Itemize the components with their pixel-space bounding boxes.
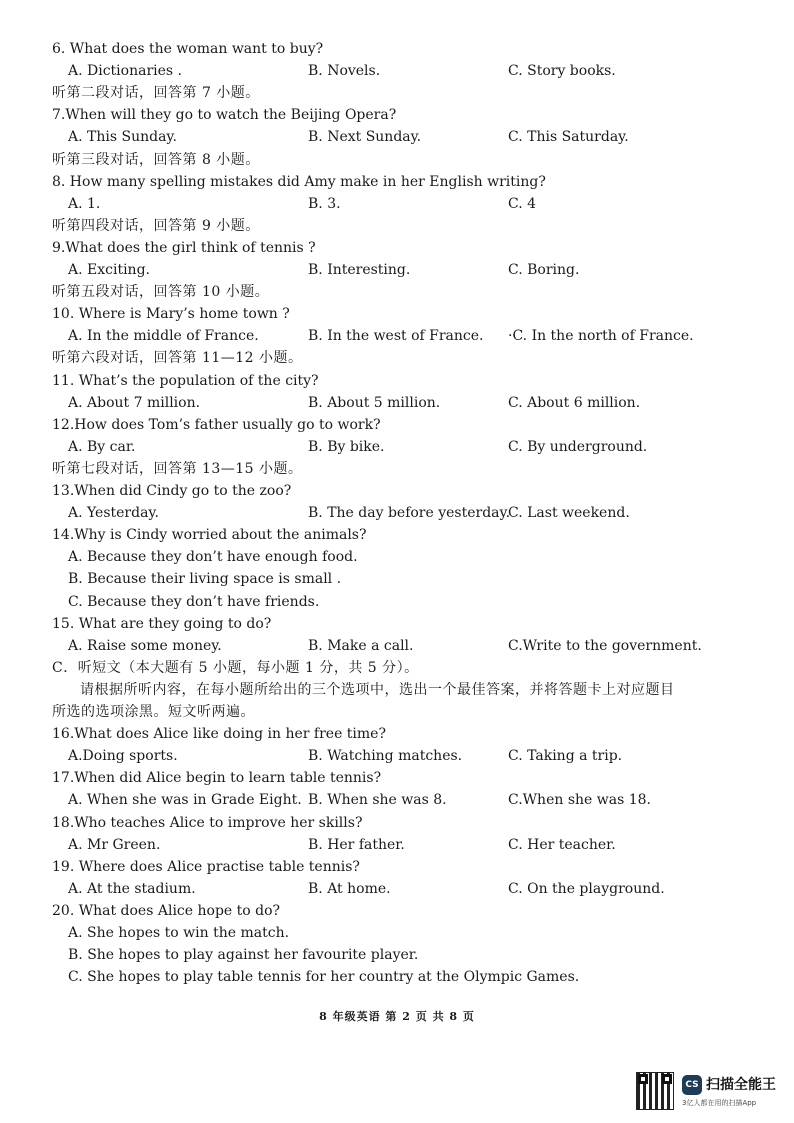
line-text: 7.When will they go to watch the Beijing Opera? [52, 107, 397, 124]
question [0, 524, 794, 546]
answer-option: C. This Saturday. [508, 129, 629, 146]
answer-option: A. This Sunday. [68, 129, 177, 146]
option-line [0, 568, 794, 590]
answer-option: A. By car. [68, 438, 136, 455]
line-text: 19. Where does Alice practise table tennis? [52, 858, 360, 875]
line-text: 12.How does Tom’s father usually go to work? [52, 416, 381, 433]
question [0, 237, 794, 259]
line-text: 20. What does Alice hope to do? [52, 902, 281, 919]
answer-option: C. Boring. [508, 262, 580, 278]
line-text: 13.When did Cindy go to the zoo? [52, 483, 292, 499]
question [0, 303, 794, 325]
answer-option: B. 3. [308, 195, 341, 212]
instruction [0, 347, 794, 369]
question [0, 38, 794, 60]
option-line [0, 966, 794, 988]
options-row [0, 392, 794, 414]
question [0, 767, 794, 789]
instruction [0, 657, 794, 679]
options-row [0, 193, 794, 215]
line-text: 16.What does Alice like doing in her free time? [52, 726, 386, 743]
answer-option: C. Story books. [508, 63, 616, 80]
answer-option: B. Next Sunday. [308, 129, 422, 146]
line-text: B. Because their living space is small . [68, 571, 342, 588]
question [0, 171, 794, 193]
line-text: 8. How many spelling mistakes did Amy make in her English writing? [52, 173, 546, 190]
question [0, 414, 794, 436]
question [0, 480, 794, 502]
instruction [0, 701, 794, 723]
options-row [0, 745, 794, 767]
instruction [0, 149, 794, 171]
answer-option: B. Make a call. [308, 637, 414, 654]
scanner-watermark [636, 1072, 786, 1112]
line-text: C. She hopes to play table tennis for her country at the Olympic Games. [68, 969, 580, 986]
question [0, 812, 794, 834]
line-text: 听第六段对话，回答第 11—12 小题。 [52, 350, 303, 367]
answer-option: A. Raise some money. [68, 637, 222, 654]
line-text: 17.When did Alice begin to learn table tennis? [52, 770, 382, 787]
answer-option: A. About 7 million. [68, 394, 201, 411]
answer-option: B. About 5 million. [308, 394, 441, 411]
options-row [0, 60, 794, 82]
answer-option: A. When she was in Grade Eight. [68, 792, 302, 809]
line-text: 9.What does the girl think of tennis ? [52, 239, 316, 256]
instruction [0, 215, 794, 237]
options-row [0, 126, 794, 148]
question [0, 613, 794, 635]
qr-code-icon [636, 1072, 674, 1110]
options-row [0, 834, 794, 856]
option-line [0, 944, 794, 966]
options-row [0, 635, 794, 657]
answer-option: C.Write to the government. [508, 637, 702, 654]
options-row [0, 259, 794, 281]
line-text: 14.Why is Cindy worried about the animals? [52, 527, 367, 544]
answer-option: B. Her father. [308, 836, 405, 853]
answer-option: B. Interesting. [308, 262, 411, 278]
options-row [0, 436, 794, 458]
line-text: A. She hopes to win the match. [68, 925, 290, 941]
instruction [0, 458, 794, 480]
answer-option: A. In the middle of France. [68, 328, 259, 345]
options-row [0, 325, 794, 347]
answer-option: C.When she was 18. [508, 792, 651, 809]
answer-option: ·C. In the north of France. [508, 328, 694, 345]
line-text: C．听短文（本大题有 5 小题，每小题 1 分，共 5 分）。 [52, 659, 419, 676]
line-text: B. She hopes to play against her favourite player. [68, 947, 419, 964]
line-text: 10. Where is Mary’s home town ? [52, 306, 290, 323]
line-text: 听第四段对话，回答第 9 小题。 [52, 217, 260, 234]
scanner-tagline: 3亿人都在用的扫描App [682, 1099, 757, 1107]
line-text: 11. What’s the population of the city? [52, 372, 319, 389]
answer-option: A. Mr Green. [68, 836, 161, 853]
answer-option: A. 1. [68, 195, 101, 212]
answer-option: C. Her teacher. [508, 836, 616, 853]
answer-option: B. Novels. [308, 63, 381, 80]
answer-option: B. Watching matches. [308, 748, 463, 765]
line-text: 所选的选项涂黑。短文听两遍。 [52, 704, 255, 720]
line-text: 15. What are they going to do? [52, 615, 272, 632]
question [0, 900, 794, 922]
answer-option: A. Dictionaries . [68, 63, 182, 80]
options-row [0, 878, 794, 900]
answer-option: C. By underground. [508, 438, 648, 455]
answer-option: C. Taking a trip. [508, 748, 623, 765]
answer-option: C. Last weekend. [508, 505, 630, 522]
answer-option: B. By bike. [308, 438, 385, 455]
line-text: 听第三段对话，回答第 8 小题。 [52, 151, 260, 168]
line-text: 6. What does the woman want to buy? [52, 41, 324, 57]
question [0, 370, 794, 392]
question [0, 856, 794, 878]
question [0, 104, 794, 126]
line-text: 18.Who teaches Alice to improve her skills? [52, 814, 363, 831]
answer-option: B. At home. [308, 880, 391, 897]
answer-option: B. In the west of France. [308, 328, 484, 345]
line-text: A. Because they don’t have enough food. [68, 549, 358, 566]
instruction [0, 679, 794, 701]
answer-option: C. 4 [508, 195, 537, 212]
line-text: 听第二段对话，回答第 7 小题。 [52, 85, 260, 102]
options-row [0, 789, 794, 811]
scanner-app-name: 扫描全能王 [706, 1077, 776, 1093]
line-text: 请根据所听内容，在每小题所给出的三个选项中，选出一个最佳答案，并将答题卡上对应题目 [80, 681, 675, 698]
answer-option: A. Yesterday. [68, 505, 159, 522]
answer-option: A. Exciting. [68, 262, 150, 278]
answer-option: B. The day before yesterday. [308, 505, 511, 522]
answer-option: A.Doing sports. [68, 748, 178, 765]
line-text: C. Because they don’t have friends. [68, 593, 320, 610]
option-line [0, 922, 794, 944]
option-line [0, 546, 794, 568]
options-row [0, 502, 794, 524]
camscanner-logo: CS [682, 1075, 702, 1095]
answer-option: B. When she was 8. [308, 792, 447, 809]
answer-option: C. On the playground. [508, 880, 665, 897]
instruction [0, 281, 794, 303]
answer-option: A. At the stadium. [68, 880, 196, 897]
answer-option: C. About 6 million. [508, 394, 641, 411]
line-text: 听第七段对话，回答第 13—15 小题。 [52, 460, 303, 477]
page-footer: 8 年级英语 第 2 页 共 8 页 [319, 1010, 475, 1023]
line-text: 听第五段对话，回答第 10 小题。 [52, 284, 270, 301]
instruction [0, 82, 794, 104]
question [0, 723, 794, 745]
option-line [0, 591, 794, 613]
